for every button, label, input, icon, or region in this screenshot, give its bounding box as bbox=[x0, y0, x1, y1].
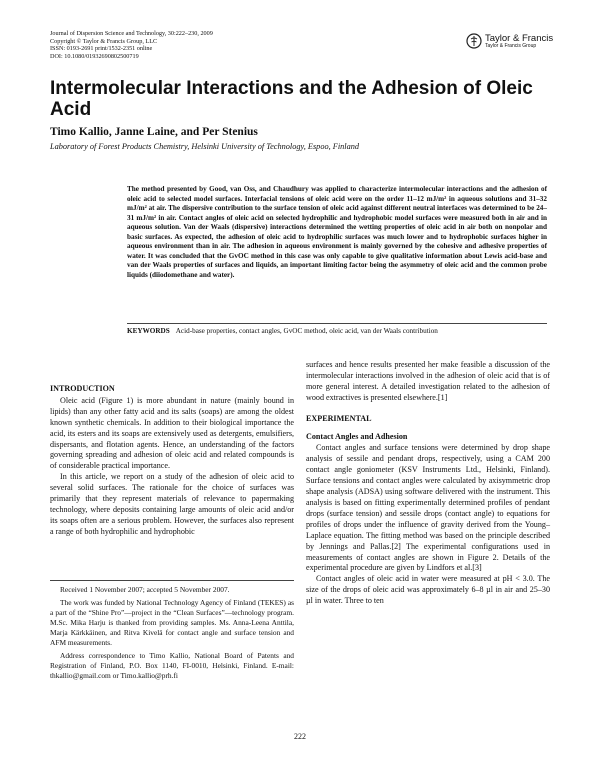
publisher-group: Taylor & Francis Group bbox=[485, 43, 537, 49]
doi-line: DOI: 10.1080/01932690802500719 bbox=[50, 52, 139, 60]
introduction-heading: INTRODUCTION bbox=[50, 384, 115, 393]
abstract: The method presented by Good, van Oss, and Chaudhury was applied to characterize intermolecular interactions and the adhesion of oleic acid to selected model surfaces. Interfacial tensions of oleic acid were on the order 11–12 mJ/m² in aqueous solutions and 31–32 mJ/m² at air. The dispersive contribution to the surface tension of oleic acid against different neutral interfaces was determined to be 24–31 mJ/m² in air. Contact angles of oleic acid on selected hydrophilic and hydrophobic model surfaces were measured both in air and in aqueous solution. Van der Waals (dispersive) interactions determined the wetting properties of oleic acid in air both on nonpolar and basic surfaces. As expected, the adhesion of oleic acid to hydrophilic surfaces was much lower and to hydrophobic surfaces higher in aqueous environment than in air. The adhesion in aqueous environment is mainly governed by the cohesive and adhesive properties of water. It was concluded that the GvOC method in this case was only capable to give qualitative information about Lewis acid-base and van der Waals properties of surfaces and liquids, an important limiting factor being the asymmetry of oleic acid and the common probe liquids (diiodomethane and water). bbox=[127, 185, 547, 279]
intro-paragraph-2: In this article, we report on a study of the adhesion of oleic acid to several solid surfaces. The rationale for the choice of surfaces was primarily that they represent materials of relevance to papermaking technology, where deposits containing large amounts of oleic acid and/or its soaps often are a serious problem. However, the surfaces also represent a range of both hydrophilic and hydrophobic bbox=[50, 472, 294, 536]
keywords-block bbox=[127, 323, 547, 337]
received-date-note: Received 1 November 2007; accepted 5 November 2007. bbox=[60, 585, 230, 594]
funding-note: The work was funded by National Technology Agency of Finland (TEKES) as a part of the “Shine Pro”—project in the “Clean Surfaces”—technology program. M.Sc. Mika Harju is thanked from providing samples. Ms. Anna-Leena Anttila, Marja Kärkkäinen, and Ritva Kivelä for contact angle and surface tension and AFM measurements. bbox=[50, 598, 294, 647]
publisher-emblem-icon bbox=[466, 33, 482, 49]
experimental-paragraph-2: Contact angles of oleic acid in water were measured at pH < 3.0. The size of the drops of oleic acid was approximately 6–8 µl in air and 25–30 µl in water. Three to ten bbox=[306, 574, 550, 606]
author-list: Timo Kallio, Janne Laine, and Per Stenius bbox=[50, 126, 258, 138]
right-column bbox=[306, 360, 550, 607]
journal-citation: Journal of Dispersion Science and Technology, 30:222–230, 2009 bbox=[50, 30, 213, 37]
copyright-line: Copyright © Taylor & Francis Group, LLC bbox=[50, 37, 158, 45]
issn-line: ISSN: 0193-2691 print/1532-2351 online bbox=[50, 45, 153, 53]
article-title: Intermolecular Interactions and the Adhesion of Oleic Acid bbox=[50, 78, 533, 120]
correspondence-note: Address correspondence to Timo Kallio, National Board of Patents and Registration of Finland, P.O. Box 1140, FI-0010, Helsinki, Finland. E-mail: thkallio@gmail.com or Timo.kallio@prh.fi bbox=[50, 651, 294, 680]
publisher-name: Taylor & Francis bbox=[485, 33, 554, 44]
author-affiliation: Laboratory of Forest Products Chemistry, Helsinki University of Technology, Espoo, Finland bbox=[50, 142, 360, 151]
experimental-heading: EXPERIMENTAL bbox=[306, 413, 372, 423]
journal-header bbox=[50, 30, 213, 60]
intro-continuation: surfaces and hence results presented her make feasible a discussion of the intermolecular interactions involved in the adhesion of oleic acid that is of more general interest. A detailed investigation related to the adhesion of wood extractives is presented elsewhere.[1] bbox=[306, 360, 550, 402]
keywords-list: Acid-base properties, contact angles, GvOC method, oleic acid, van der Waals contribution bbox=[175, 327, 438, 335]
page-number: 222 bbox=[294, 732, 306, 741]
intro-paragraph-1: Oleic acid (Figure 1) is more abundant in nature (mainly bound in lipids) than any other fatty acid and its salts (soaps) are among the oldest known synthetic chemicals. In addition to their biological importance the acid, its esters and its soaps are extensively used as detergents, emulsifiers, dispersants, and flotation agents. Hence, an understanding of the factors governing spreading and adhesion of oleic acid and related compounds is of considerable practical importance. bbox=[50, 395, 294, 471]
experimental-paragraph-1: Contact angles and surface tensions were determined by drop shape analysis of sessile and pendant drops, respectively, using a CAM 200 contact angle goniometer (KSV Instruments Ltd., Helsinki, Finland). Surface tensions and contact angles were calculated by axisymmetric drop shape analysis (ADSA) using software delivered with the instrument. This analysis is based on fitting experimentally determined profiles of pendant drops (surface tension) and sessile drops (contact angle) to equations for profiles of drops under the influence of gravity derived from the Young–Laplace equation. The fitting method was based on the principle described by Jennings and Pallas.[2] The experimental configurations used in measurements of contact angles are shown in Figure 2. Details of the experimental procedure are given by Lindfors et al.[3] bbox=[306, 443, 550, 573]
publisher-logo bbox=[466, 33, 553, 49]
contact-angles-subheading: Contact Angles and Adhesion bbox=[306, 431, 408, 441]
keywords-label: KEYWORDS bbox=[127, 327, 170, 335]
footnotes bbox=[50, 580, 294, 684]
left-column bbox=[50, 384, 294, 538]
